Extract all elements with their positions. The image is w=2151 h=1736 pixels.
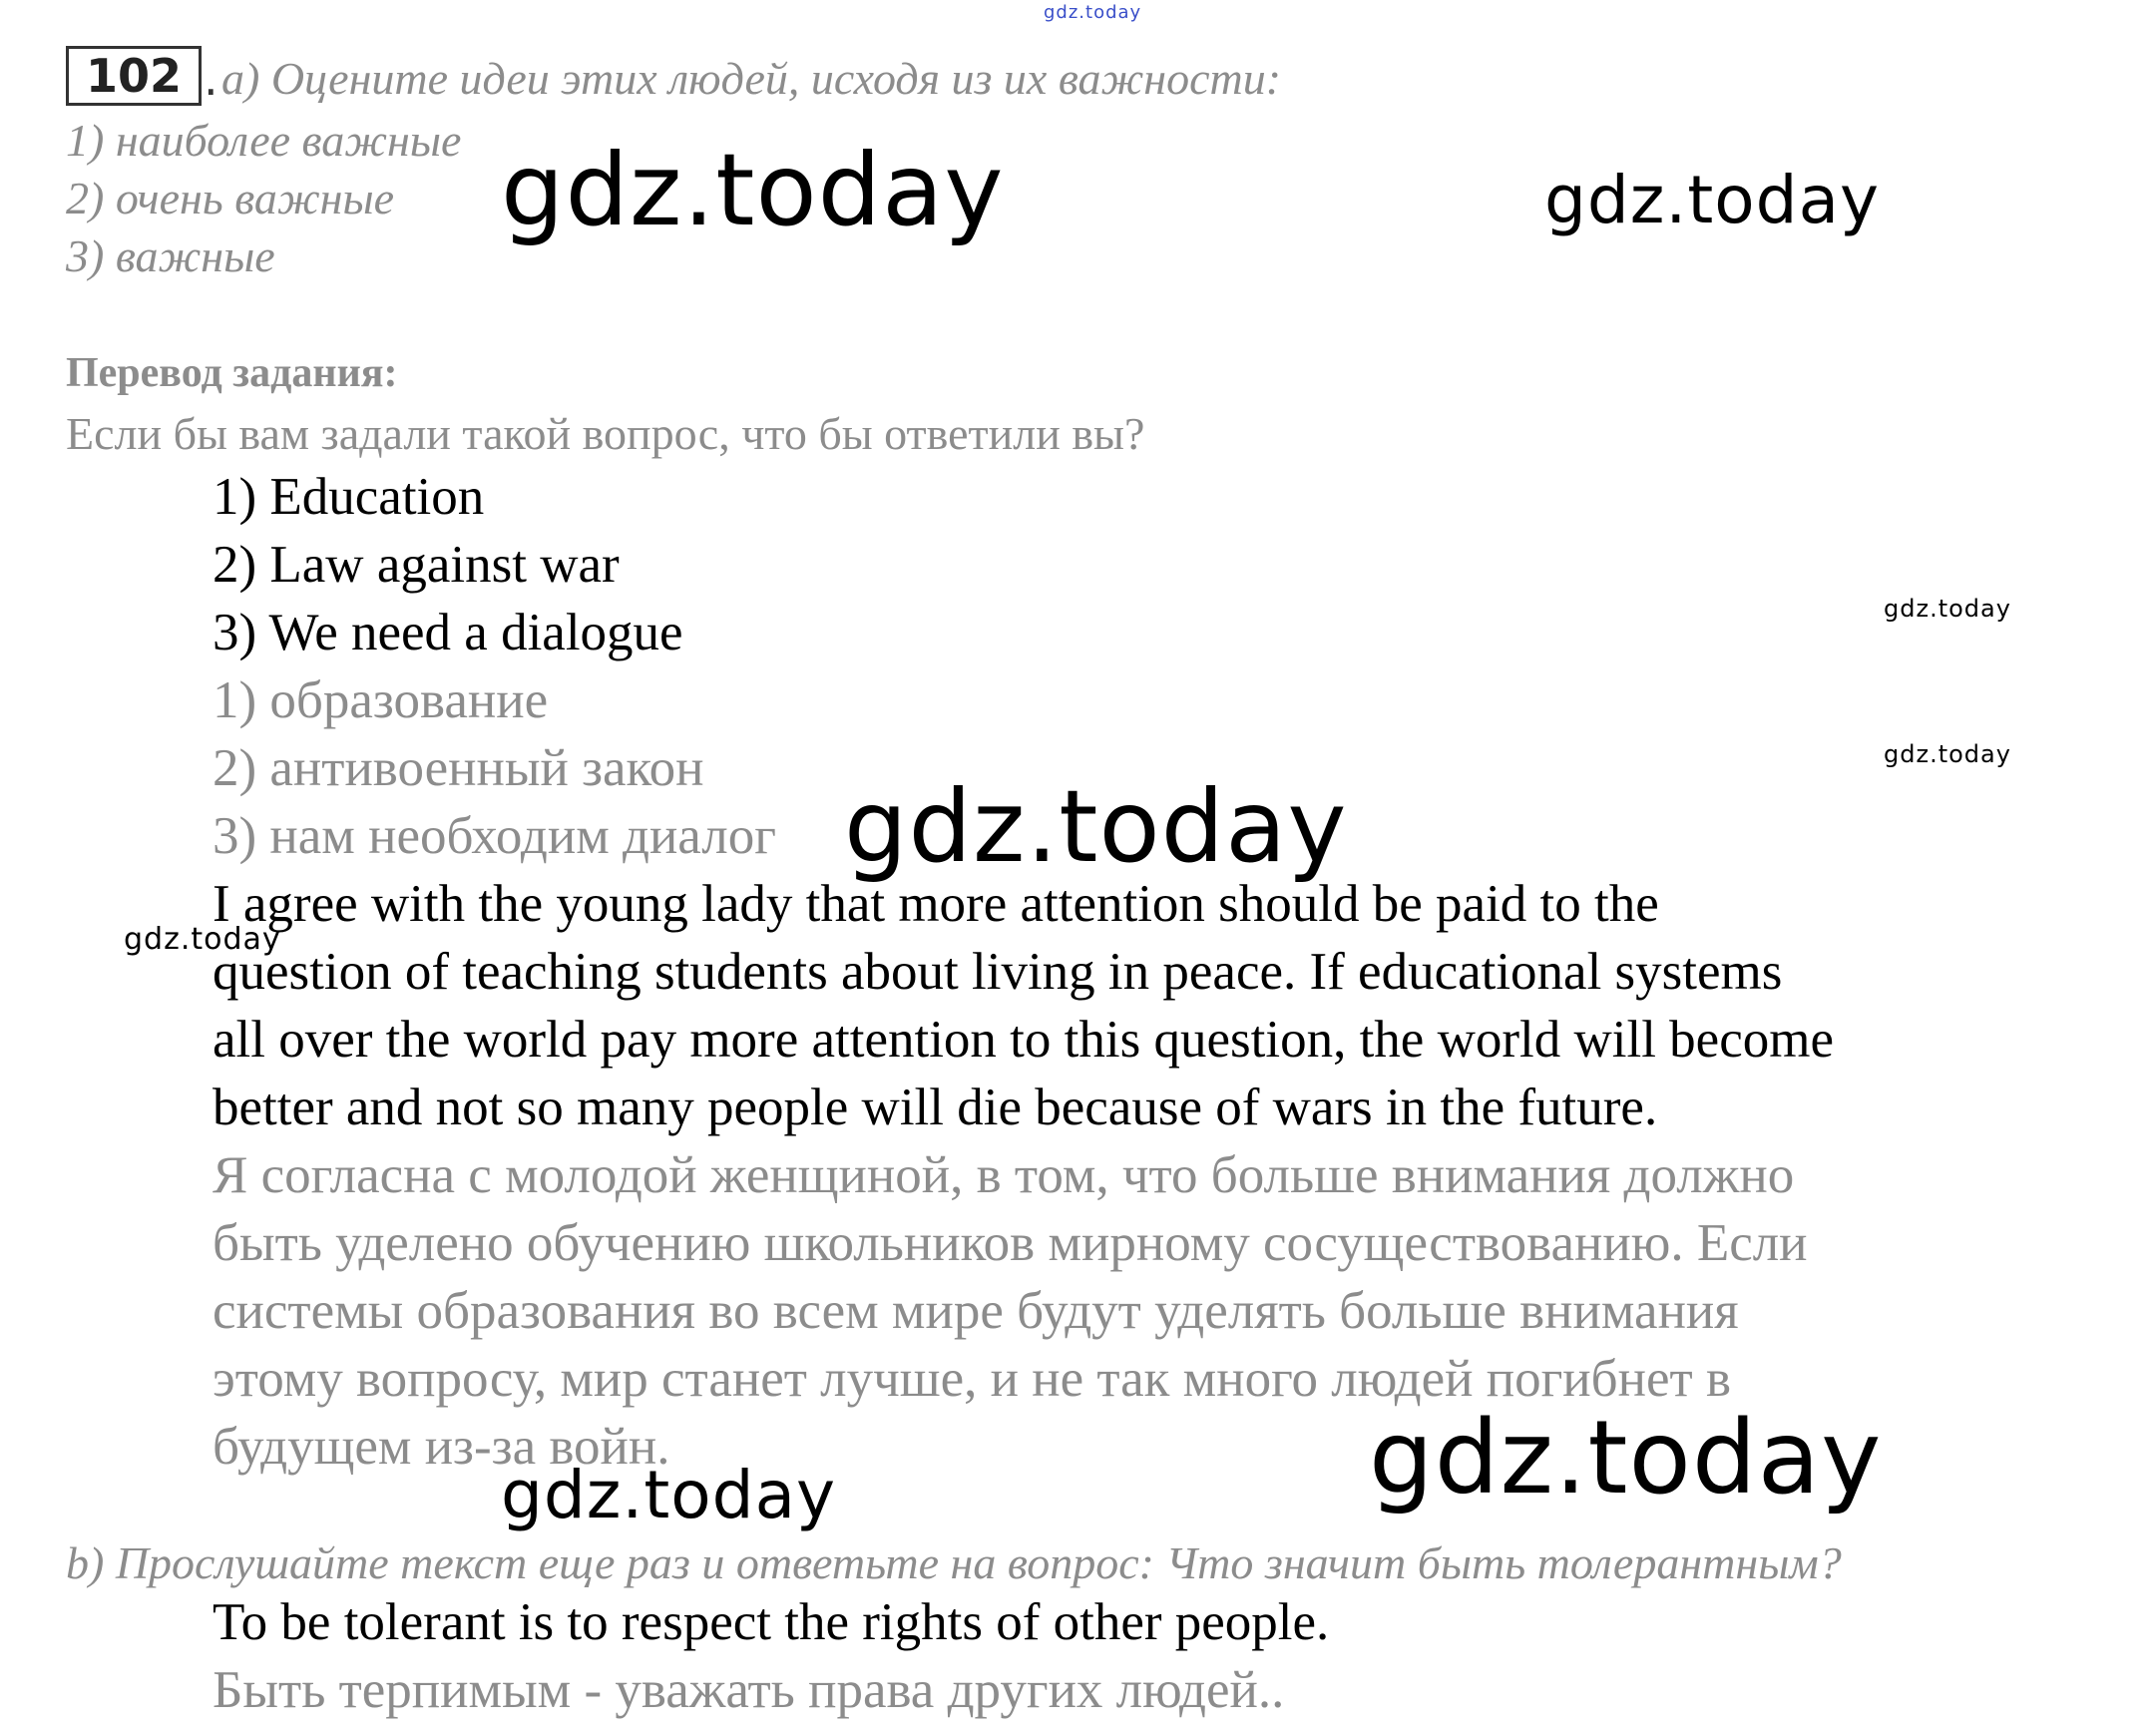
answer-en-2: 2) Law against war (213, 536, 620, 594)
answers-english (213, 463, 683, 666)
answer-b-russian: Быть терпимым - уважать права других людей.. (213, 1661, 1285, 1719)
answer-b-english: To be tolerant is to respect the rights of other people. (213, 1593, 1330, 1651)
answer-en-3: 3) We need a dialogue (213, 604, 683, 661)
watermark-medium-bottom: gdz.today (501, 1457, 837, 1533)
option-most-important: 1) наиболее важные (66, 115, 462, 166)
option-very-important: 2) очень важные (66, 173, 395, 223)
paragraph-ru-line: этому вопросу, мир станет лучше, и не так много людей погибнет в (213, 1350, 1731, 1408)
watermark-small-left: gdz.today (124, 922, 281, 957)
paragraph-ru-line: быть уделено обучению школьников мирному сосуществованию. Если (213, 1214, 1808, 1272)
translation-question: Если бы вам задали такой вопрос, что бы ответили вы? (66, 408, 1145, 459)
paragraph-ru-line: системы образования во всем мире будут уделять больше внимания (213, 1282, 1739, 1340)
watermark-small: gdz.today (1884, 740, 2011, 768)
paragraph-en-line: all over the world pay more attention to this question, the world will become (213, 1011, 1834, 1069)
watermark-large-bottom: gdz.today (1369, 1399, 1883, 1518)
paragraph-ru-line: Я согласна с молодой женщиной, в том, что больше внимания должно (213, 1146, 1795, 1204)
answer-en-1: 1) Education (213, 468, 485, 526)
task-b-instruction: b) Прослушайте текст еще раз и ответьте на вопрос: Что значит быть толерантным? (66, 1537, 1842, 1588)
paragraph-ru-line: будущем из-за войн. (213, 1418, 670, 1476)
option-important: 3) важные (66, 230, 275, 281)
paragraph-en-line: question of teaching students about living in peace. If educational systems (213, 943, 1783, 1001)
exercise-number-dot: . (204, 52, 218, 106)
answer-ru-1: 1) образование (213, 671, 549, 729)
answers-russian (213, 666, 776, 870)
answer-ru-3: 3) нам необходим диалог (213, 807, 776, 865)
watermark-medium: gdz.today (1544, 162, 1881, 238)
watermark-large-center: gdz.today (844, 768, 1348, 885)
paragraph-en-line: better and not so many people will die because of wars in the future. (213, 1079, 1658, 1136)
answer-ru-2: 2) антивоенный закон (213, 739, 704, 797)
paragraph-en-line: I agree with the young lady that more attention should be paid to the (213, 875, 1659, 933)
watermark-top: gdz.today (1044, 2, 1142, 23)
translation-heading: Перевод задания: (66, 350, 398, 396)
paragraph-english (213, 870, 1834, 1141)
watermark-large: gdz.today (501, 132, 1005, 248)
exercise-number: 102 (66, 46, 202, 106)
task-a-instruction: а) Оцените идеи этих людей, исходя из их важности: (221, 53, 1282, 104)
watermark-small: gdz.today (1884, 595, 2011, 623)
